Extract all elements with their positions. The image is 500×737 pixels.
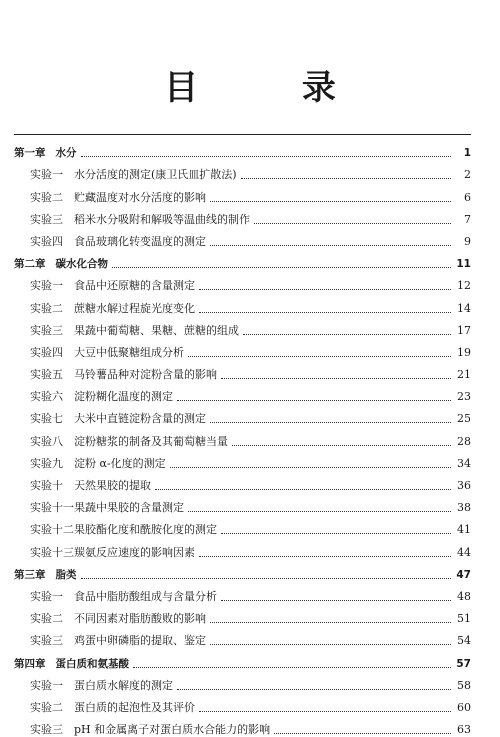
dot-leader [81,577,452,579]
dot-leader [274,732,451,734]
experiment-number: 实验二 [30,700,63,714]
toc-experiment-entry[interactable] [14,271,471,293]
toc-entry-label [30,612,206,626]
page-number: 58 [457,678,471,692]
toc-experiment-entry[interactable] [14,626,471,648]
toc-chapter-entry[interactable] [14,249,471,271]
entry-title: 天然果胶的提取 [74,479,151,492]
entry-title: 食品玻璃化转变温度的测定 [74,234,206,248]
title-divider [14,134,471,135]
toc-entry-label [14,568,77,582]
dot-leader [188,510,451,512]
experiment-number: 实验四 [30,234,63,248]
page-number: 17 [457,323,471,337]
toc-experiment-entry[interactable] [14,715,471,737]
dot-leader [221,377,451,379]
page-number: 25 [457,412,471,426]
toc-entry-label [14,657,129,671]
page-number: 41 [457,523,471,537]
page-number: 57 [456,657,471,670]
entry-title: 贮藏温度对水分活度的影响 [74,190,206,204]
page-number: 54 [457,634,471,648]
toc-entry-label [30,701,195,715]
entry-title: 果蔬中果胶的含量测定 [74,501,184,515]
dot-leader [210,621,451,623]
entry-title: 蛋白质水解度的测定 [74,678,173,692]
entry-title: 淀粉糖浆的制备及其葡萄糖当量 [74,434,228,448]
toc-entry-label [30,302,195,316]
experiment-number: 实验五 [30,368,63,382]
dot-leader [199,710,451,712]
toc-experiment-entry[interactable] [14,582,471,604]
page-number: 7 [464,212,471,226]
entry-title: 食品中脂肪酸组成与含量分析 [74,589,217,603]
dot-leader [232,444,451,446]
dot-leader [112,266,451,268]
toc-chapter-entry[interactable] [14,138,471,160]
entry-title: 食品中还原糖的含量测定 [74,279,195,293]
experiment-number: 实验二 [30,301,63,315]
entry-title: 水分活度的测定(康卫氏皿扩散法) [74,168,237,182]
chapter-number: 第一章 [14,147,46,160]
toc-entry-label [30,723,270,737]
experiment-number: 实验二 [30,190,63,204]
page-number: 51 [457,612,471,626]
page-number: 23 [457,390,471,404]
toc-experiment-entry[interactable] [14,693,471,715]
chapter-number: 第四章 [14,657,46,670]
page-number: 11 [456,258,471,271]
experiment-number: 实验三 [30,323,63,337]
entry-title: 稻米水分吸附和解吸等温曲线的制作 [74,212,250,226]
toc-experiment-entry[interactable] [14,404,471,426]
entry-title: 淀粉 α-化度的测定 [74,456,166,470]
chapter-number: 第二章 [14,258,46,271]
dot-leader [210,244,451,246]
toc-entry-label [30,390,173,404]
toc-experiment-entry[interactable] [14,227,471,249]
entry-title: 淀粉糊化温度的测定 [74,390,173,404]
toc-chapter-entry[interactable] [14,560,471,582]
page-title: 目 录 [164,68,382,108]
experiment-number: 实验八 [30,434,63,448]
experiment-number: 实验十 [30,479,63,492]
page-number: 6 [464,190,471,204]
entry-title: 水分 [55,147,77,160]
toc-experiment-entry[interactable] [14,671,471,693]
toc-entry-label [30,213,250,227]
toc-entry-label [30,590,217,604]
dot-leader [243,333,451,335]
entry-title: 不同因素对脂肪酸败的影响 [74,612,206,626]
entry-title: pH 和金属离子对蛋白质水合能力的影响 [74,723,271,737]
toc-experiment-entry[interactable] [14,426,471,448]
dot-leader [210,200,451,202]
dot-leader [81,155,452,157]
entry-title: 果胶酯化度和酰胺化度的测定 [74,523,217,537]
toc-experiment-entry[interactable] [14,293,471,315]
entry-title: 大豆中低聚糖组成分析 [74,345,184,359]
toc-entry-label [30,168,237,182]
experiment-number: 实验四 [30,345,63,359]
dot-leader [221,599,451,601]
entry-title: 脂类 [55,568,77,581]
chapter-number: 第三章 [14,568,46,581]
toc-experiment-entry[interactable] [14,182,471,204]
page-number: 47 [456,568,471,581]
toc-experiment-entry[interactable] [14,471,471,493]
experiment-number: 实验三 [30,212,63,226]
toc-entry-label [30,679,173,693]
page-number: 34 [457,456,471,470]
page-number: 44 [457,545,471,559]
dot-leader [177,688,451,690]
toc-experiment-entry[interactable] [14,316,471,338]
page-number: 2 [464,168,471,182]
toc-entry-label [30,435,228,449]
toc-experiment-entry[interactable] [14,604,471,626]
experiment-number: 实验一 [30,678,63,692]
experiment-number: 实验一 [30,279,63,293]
entry-title: 碳水化合物 [55,258,108,271]
experiment-number: 实验六 [30,390,63,404]
toc-entry-label [14,257,108,271]
page-number: 36 [457,479,471,492]
dot-leader [170,466,451,468]
page-number: 38 [457,501,471,515]
experiment-number: 实验三 [30,634,63,648]
toc-experiment-entry[interactable] [14,360,471,382]
experiment-number: 实验三 [30,723,63,737]
dot-leader [155,488,451,490]
toc-experiment-entry[interactable] [14,338,471,360]
entry-title: 蛋白质和氨基酸 [55,657,129,670]
toc-entry-label [30,368,217,382]
page-number: 19 [457,345,471,359]
toc-entry-label [30,523,217,537]
toc-experiment-entry[interactable] [14,382,471,404]
toc-experiment-entry[interactable] [14,205,471,227]
dot-leader [133,666,451,668]
toc-experiment-entry[interactable] [14,160,471,182]
toc-entry-label [30,479,151,493]
dot-leader [177,399,451,401]
toc-experiment-entry[interactable] [14,537,471,559]
experiment-number: 实验一 [30,589,63,603]
experiment-number: 实验十二 [30,523,74,537]
dot-leader [210,643,451,645]
toc-entry-label [14,146,77,160]
entry-title: 果蔬中葡萄糖、果糖、蔗糖的组成 [74,323,239,337]
page-number: 21 [457,368,471,382]
dot-leader [199,311,451,313]
dot-leader [221,532,451,534]
experiment-number: 实验十一 [30,501,74,515]
toc-entry-label [30,191,206,205]
toc-experiment-entry[interactable] [14,515,471,537]
dot-leader [199,555,451,557]
toc-entry-label [30,279,195,293]
page-number: 12 [457,279,471,293]
page-number: 63 [457,723,471,737]
toc-experiment-entry[interactable] [14,493,471,515]
entry-title: 蔗糖水解过程旋光度变化 [74,301,195,315]
entry-title: 蛋白质的起泡性及其评价 [74,700,195,714]
toc-entry-label [30,324,239,338]
experiment-number: 实验十三 [30,545,74,559]
toc-entry-label [30,235,206,249]
toc-entry-label [30,457,166,471]
dot-leader [188,355,451,357]
dot-leader [254,222,451,224]
dot-leader [241,177,451,179]
page-number: 28 [457,434,471,448]
entry-title: 马铃薯品种对淀粉含量的影响 [74,368,217,382]
toc-entry-label [30,412,206,426]
toc-entry-label [30,346,184,360]
experiment-number: 实验二 [30,612,63,626]
entry-title: 大米中直链淀粉含量的测定 [74,412,206,426]
experiment-number: 实验一 [30,168,63,182]
toc-entry-label [30,634,206,648]
page-number: 14 [457,301,471,315]
toc-chapter-entry[interactable] [14,648,471,670]
page-number: 1 [463,147,471,160]
experiment-number: 实验七 [30,412,63,426]
toc-entry-label [30,546,195,560]
page-number: 9 [464,234,471,248]
dot-leader [199,288,451,290]
toc-experiment-entry[interactable] [14,449,471,471]
table-of-contents [14,138,471,737]
dot-leader [210,421,451,423]
toc-entry-label [30,501,184,515]
experiment-number: 实验九 [30,456,63,470]
entry-title: 鸡蛋中卵磷脂的提取、鉴定 [74,634,206,648]
page-number: 60 [457,700,471,714]
page-number: 48 [457,589,471,603]
entry-title: 羰氨反应速度的影响因素 [74,545,195,559]
